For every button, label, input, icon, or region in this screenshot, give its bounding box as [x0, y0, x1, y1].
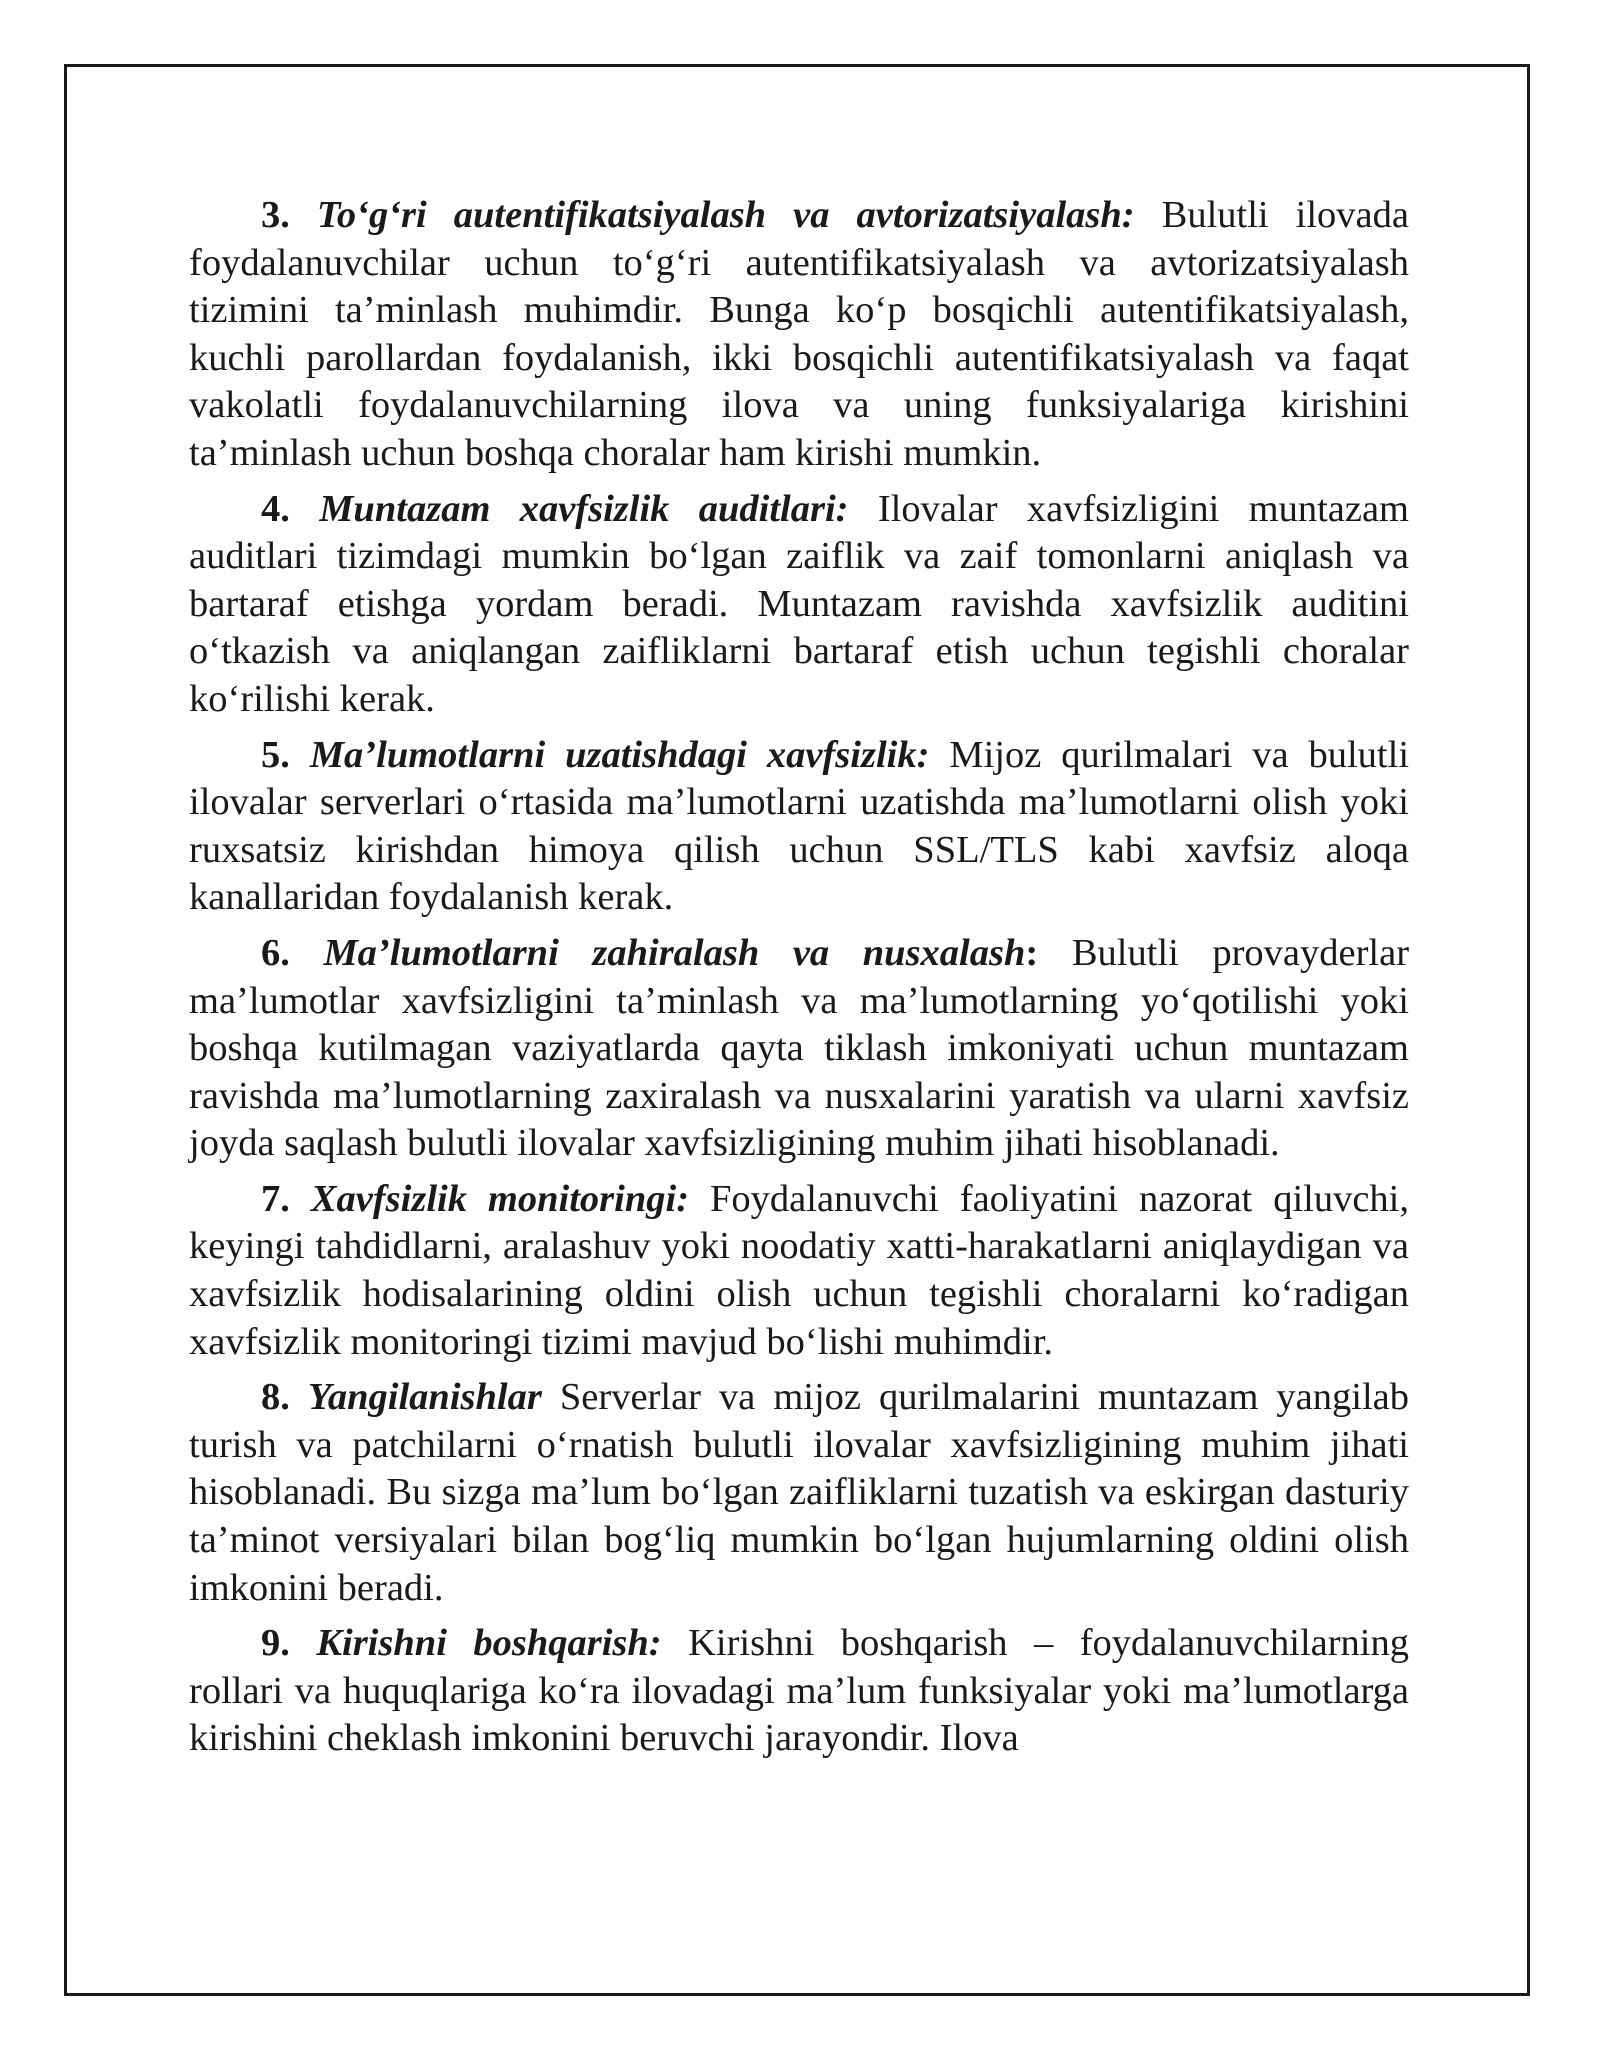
section-6-paragraph	[189, 930, 1409, 1168]
section-7-number: 7.	[261, 1177, 290, 1220]
section-5-paragraph	[189, 732, 1409, 922]
section-4-paragraph	[189, 486, 1409, 724]
section-8-body: Serverlar va mijoz qurilmalarini muntazam yangilab turish va patchilarni o‘rnatish bulutli ilovalar xavfsizligining muhim jihati hisoblanadi. Bu sizga ma’lum bo‘lgan zaifliklarni tuzatish va eskirgan dasturiy ta’minot versiyalari bilan bog‘liq mumkin bo‘lgan hujumlarning oldini olish imkonini beradi.	[189, 1376, 1409, 1609]
section-7-paragraph	[189, 1176, 1409, 1366]
section-8-number: 8.	[261, 1376, 290, 1419]
section-6-colon: :	[1025, 931, 1039, 974]
section-4-heading: Muntazam xavfsizlik auditlari:	[319, 487, 849, 530]
section-5-body: Mijoz qurilmalari va bulutli ilovalar serverlari o‘rtasida ma’lumotlarni uzatishda ma’lumotlarni olish yoki ruxsatsiz kirishdan himoya qilish uchun SSL/TLS kabi xavfsiz aloqa kanallaridan foydalanish kerak.	[189, 733, 1410, 919]
section-5-number: 5.	[261, 733, 290, 776]
section-9-heading: Kirishni boshqarish:	[316, 1622, 662, 1665]
section-4-number: 4.	[261, 487, 290, 530]
section-9-number: 9.	[261, 1622, 290, 1665]
section-6-number: 6.	[261, 931, 290, 974]
section-9-body: Kirishni boshqarish – foydalanuvchilarning rollari va huquqlariga ko‘ra ilovadagi ma’lum funksiyalar yoki ma’lumotlarga kirishini cheklash imkonini beruvchi jarayondir. Ilova	[189, 1622, 1409, 1760]
section-5-heading: Ma’lumotlarni uzatishdagi xavfsizlik:	[309, 733, 930, 776]
section-8-heading: Yangilanishlar	[307, 1376, 542, 1419]
document-body	[189, 192, 1409, 1771]
section-3-paragraph	[189, 192, 1409, 478]
section-6-body: Bulutli provayderlar ma’lumotlar xavfsizligini ta’minlash va ma’lumotlarning yo‘qotilishi yoki boshqa kutilmagan vaziyatlarda qayta tiklash imkoniyati uchun muntazam ravishda ma’lumotlarning zaxiralash va nusxalarini yaratish va ularni xavfsiz joyda saqlash bulutli ilovalar xavfsizligining muhim jihati hisoblanadi.	[189, 931, 1410, 1165]
section-7-body: Foydalanuvchi faoliyatini nazorat qiluvchi, keyingi tahdidlarni, aralashuv yoki noodatiy xatti-harakatlarni aniqlaydigan va xavfsizlik hodisalarining oldini olish uchun tegishli choralarni ko‘radigan xavfsizlik monitoringi tizimi mavjud bo‘lishi muhimdir.	[189, 1177, 1409, 1363]
section-3-number: 3.	[261, 194, 290, 236]
section-3-heading: To‘g‘ri autentifikatsiyalash va avtorizatsiyalash:	[316, 194, 1135, 236]
section-6-heading: Ma’lumotlarni zahiralash va nusxalash	[323, 931, 1026, 974]
section-3-body: Bulutli ilovada foydalanuvchilar uchun to‘g‘ri autentifikatsiyalash va avtorizatsiyalash tizimini ta’minlash muhimdir. Bunga ko‘p bosqichli autentifikatsiyalash, kuchli parollardan foydalanish, ikki bosqichli autentifikatsiyalash va faqat vakolatli foydalanuvchilarning ilova va uning funksiyalariga kirishini ta’minlash uchun boshqa choralar ham kirishi mumkin.	[189, 194, 1409, 474]
section-8-paragraph	[189, 1374, 1409, 1612]
section-7-heading: Xavfsizlik monitoringi:	[310, 1177, 690, 1220]
section-9-paragraph	[189, 1620, 1409, 1763]
section-4-body: Ilovalar xavfsizligini muntazam auditlari tizimdagi mumkin bo‘lgan zaiflik va zaif tomonlarni aniqlash va bartaraf etishga yordam beradi. Muntazam ravishda xavfsizlik auditini o‘tkazish va aniqlangan zaifliklarni bartaraf etish uchun tegishli choralar ko‘rilishi kerak.	[189, 487, 1410, 720]
